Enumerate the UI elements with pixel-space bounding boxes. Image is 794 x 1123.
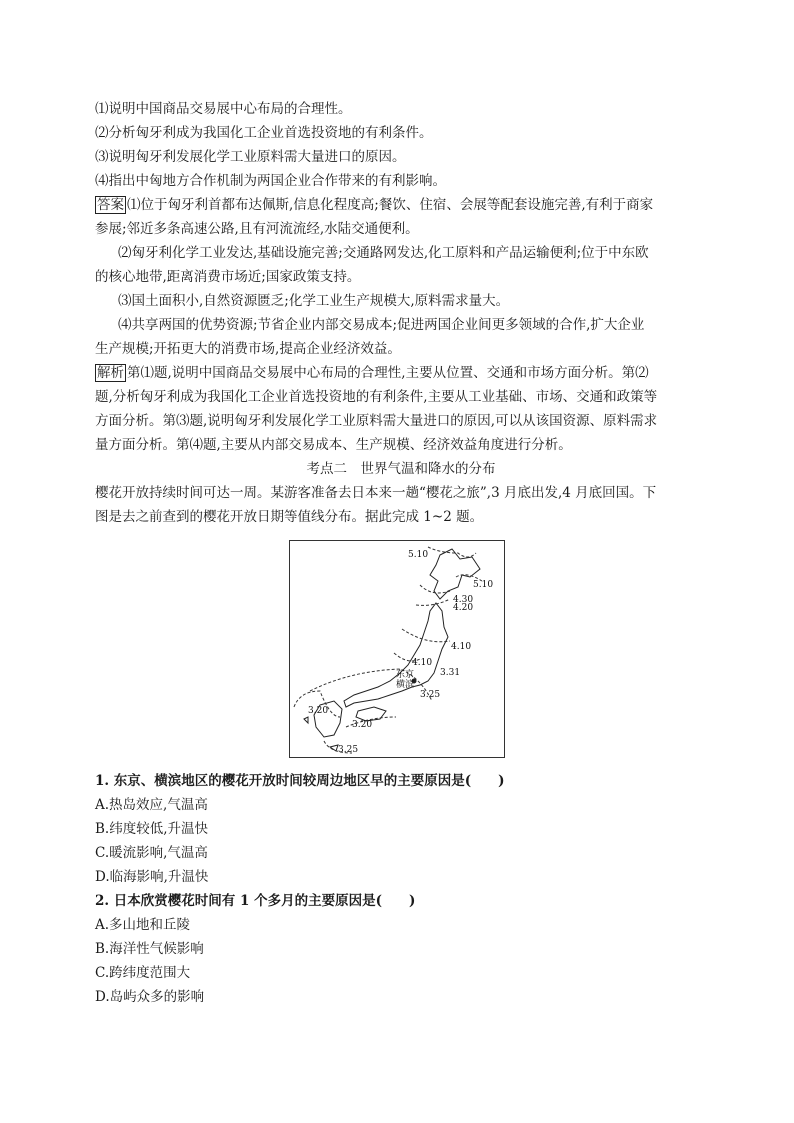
map-label: 4.10: [451, 642, 472, 652]
map-svg: [290, 541, 504, 757]
map-label: 4.10: [412, 658, 433, 668]
analysis-tag: 解析: [97, 365, 124, 381]
map-label: 3.31: [440, 668, 461, 678]
map-label: 东京: [396, 670, 415, 680]
section-title: 考点二 世界气温和降水的分布: [306, 461, 496, 477]
answer-text: ⑴位于匈牙利首都布达佩斯,信息化程度高;餐饮、住宿、会展等配套设施完善,有利于商家: [127, 197, 654, 213]
question-item-3: ⑶说明匈牙利发展化学工业原料需大量进口的原因。: [95, 149, 406, 165]
question-item-2: ⑵分析匈牙利成为我国化工企业首选投资地的有利条件。: [95, 125, 433, 141]
isoline-4-10: [402, 629, 450, 642]
intro-line-2: 图是去之前查到的樱花开放日期等值线分布。据此完成 1~2 题。: [95, 509, 484, 525]
island-outline: [304, 717, 308, 723]
answer-line-5: ⑶国土面积小,自然资源匮乏;化学工业生产规模大,原料需求量大。: [118, 293, 510, 309]
question-item-1: ⑴说明中国商品交易展中心布局的合理性。: [95, 101, 352, 117]
q2-stem: 2. 日本欣赏樱花时间有 1 个多月的主要原因是( ): [95, 893, 416, 909]
map-label: 5.10: [408, 550, 429, 560]
q1-option-b[interactable]: B.纬度较低,升温快: [95, 821, 209, 837]
map-label: 3.25: [338, 745, 359, 755]
answer-line-4: 的核心地带,距离消费市场近;国家政策支持。: [95, 269, 361, 285]
japan-isoline-map: [289, 540, 505, 758]
map-label: 3.20: [308, 706, 329, 716]
intro-line-1: 樱花开放持续时间可达一周。某游客准备去日本来一趟“樱花之旅”,3 月底出发,4 月底回国。下: [95, 485, 657, 501]
analysis-line-1: [95, 363, 707, 383]
answer-line-2: 参展;邻近多条高速公路,且有河流流经,水陆交通便利。: [95, 221, 419, 237]
map-label: 3.25: [420, 690, 441, 700]
q2-option-b[interactable]: B.海洋性气候影响: [95, 941, 204, 957]
question-item-4: ⑷指出中匈地方合作机制为两国企业合作带来的有利影响。: [95, 173, 446, 189]
map-label: 4.20: [453, 603, 474, 613]
isoline-4-20: [416, 599, 450, 605]
q1-option-a[interactable]: A.热岛效应,气温高: [95, 797, 208, 813]
answer-line-3: ⑵匈牙利化学工业发达,基础设施完善;交通路网发达,化工原料和产品运输便利;位于中东欧: [118, 245, 649, 261]
map-label: 横滨: [396, 680, 415, 690]
q2-option-a[interactable]: A.多山地和丘陵: [95, 917, 191, 933]
q1-option-d[interactable]: D.临海影响,升温快: [95, 869, 209, 885]
map-label: 5.10: [473, 580, 494, 590]
island-outline: [330, 745, 338, 751]
answer-line-1: [95, 195, 707, 215]
answer-line-6: ⑷共享两国的优势资源;节省企业内部交易成本;促进两国企业间更多领域的合作,扩大企业: [118, 317, 645, 333]
map-label: 4.30: [453, 595, 474, 605]
hokkaido-outline: [430, 549, 480, 599]
analysis-line-3: 方面分析。第⑶题,说明匈牙利发展化学工业原料需大量进口的原因,可以从该国资源、原料需求: [95, 413, 658, 429]
analysis-line-2: 题,分析匈牙利成为我国化工企业首选投资地的有利条件,主要从工业基础、市场、交通和政策等: [95, 389, 658, 405]
analysis-line-4: 量方面分析。第⑷题,主要从内部交易成本、生产规模、经济效益角度进行分析。: [95, 437, 572, 453]
q1-stem: 1. 东京、横滨地区的樱花开放时间较周边地区早的主要原因是( ): [95, 773, 505, 789]
q2-option-d[interactable]: D.岛屿众多的影响: [95, 989, 205, 1005]
map-label: 3.20: [352, 720, 373, 730]
answer-line-7: 生产规模;开拓更大的消费市场,提高企业经济效益。: [95, 341, 401, 357]
q1-option-c[interactable]: C.暖流影响,气温高: [95, 845, 208, 861]
analysis-text: 第⑴题,说明中国商品交易展中心布局的合理性,主要从位置、交通和市场方面分析。第⑵: [127, 365, 649, 381]
q2-option-c[interactable]: C.跨纬度范围大: [95, 965, 191, 981]
answer-tag: 答案: [97, 197, 124, 213]
